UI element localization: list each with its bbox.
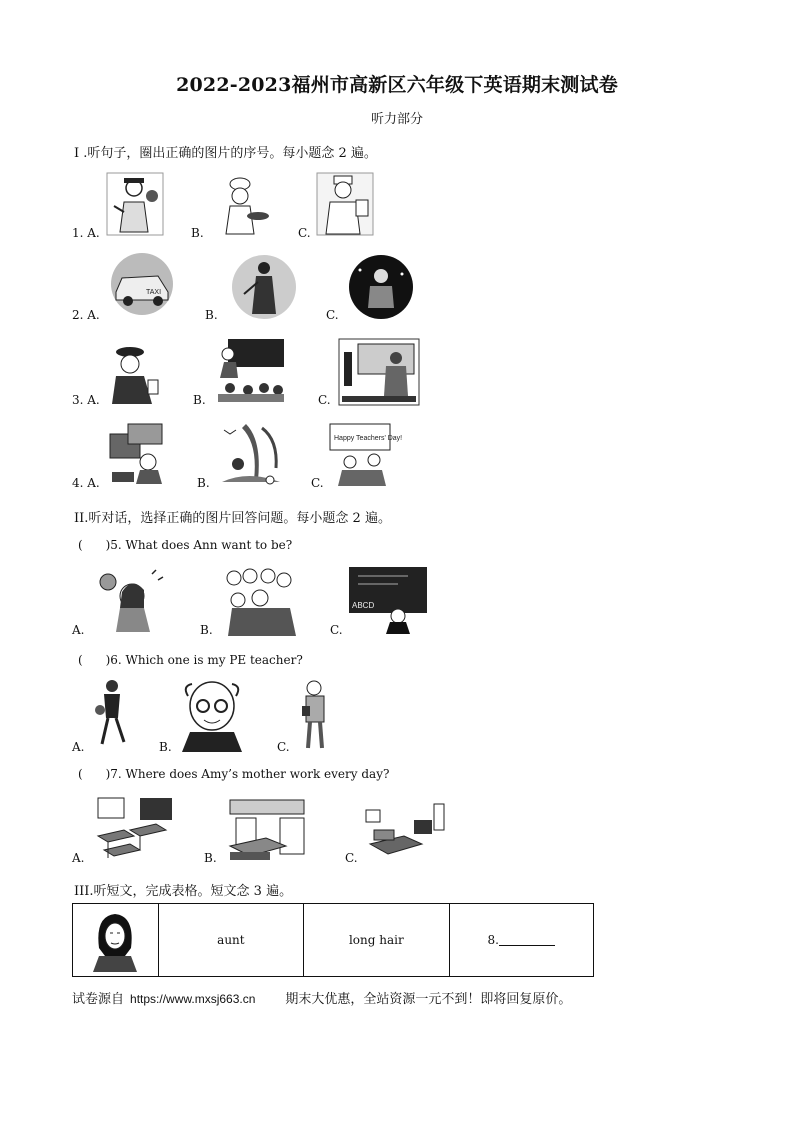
kitchen-image: [226, 796, 308, 862]
q4-label-c: C.: [311, 476, 324, 490]
section-subtitle: 听力部分: [370, 112, 423, 127]
cook-image: [216, 176, 270, 236]
info-table: [72, 903, 594, 977]
q6-text: ( )6. Which one is my PE teacher?: [78, 653, 303, 667]
computer-user-image: [106, 420, 170, 486]
repairman-image: [106, 172, 164, 236]
q5-label-c: C.: [330, 623, 343, 637]
woman-portrait-image: [89, 908, 141, 972]
q1-label-b: B.: [191, 226, 204, 240]
school-classroom-image: [94, 796, 176, 862]
band-image: [220, 566, 298, 636]
q5-text: ( )5. What does Ann want to be?: [78, 538, 293, 552]
q6-label-b: B.: [159, 740, 172, 754]
q7-label-c: C.: [345, 851, 358, 865]
q2-label-c: C.: [326, 308, 339, 322]
q6-label-c: C.: [277, 740, 290, 754]
teacher-board-image: [348, 566, 428, 634]
singer-image: [346, 254, 416, 320]
footer-source-label: 试卷源自: [72, 992, 125, 1007]
taxi-image: [108, 252, 176, 316]
q5-label-b: B.: [200, 623, 213, 637]
q5-label-a: A.: [72, 623, 85, 637]
q4-label-a: 4. A.: [72, 476, 100, 490]
living-room-image: [364, 800, 448, 862]
table-cell-relation: aunt: [159, 904, 304, 976]
part1-instruction: I .听句子，圈出正确的图片的序号。每小题念 2 遍。: [74, 146, 377, 161]
q3-label-a: 3. A.: [72, 393, 100, 407]
doctor-image: [316, 172, 374, 236]
q7-label-b: B.: [204, 851, 217, 865]
q2-label-a: 2. A.: [72, 308, 100, 322]
table-cell-blank: [450, 904, 593, 976]
office-image: [338, 338, 420, 406]
young-teacher-image: [298, 680, 334, 750]
page-title: 2022-2023福州市高新区六年级下英语期末测试卷: [176, 74, 618, 96]
footer: [72, 988, 571, 1007]
q4-label-b: B.: [197, 476, 210, 490]
teachers-day-image: [328, 420, 403, 488]
q2-label-b: B.: [205, 308, 218, 322]
blank-number: 8.: [487, 933, 499, 947]
answer-blank[interactable]: [499, 934, 555, 946]
classroom-image: [214, 338, 286, 404]
q7-label-a: A.: [72, 851, 85, 865]
q1-label-c: C.: [298, 226, 311, 240]
footer-promo: 期末大优惠，全站资源一元不到！即将回复原价。: [285, 992, 572, 1007]
old-teacher-image: [178, 676, 246, 752]
table-photo-cell: [73, 904, 159, 976]
q7-text: ( )7. Where does Amy’s mother work every day?: [78, 767, 390, 781]
policeman-image: [108, 342, 164, 406]
footer-url-link[interactable]: https://www.mxsj663.cn: [130, 992, 256, 1006]
singer-option-image: [96, 566, 168, 634]
q3-label-c: C.: [318, 393, 331, 407]
part2-instruction: II.听对话，选择正确的图片回答问题。每小题念 2 遍。: [74, 511, 391, 526]
park-image: [218, 420, 284, 488]
q1-label-a: 1. A.: [72, 226, 100, 240]
teachers-day-card-text: Happy Teachers' Day!: [334, 435, 403, 442]
table-cell-hair: long hair: [304, 904, 449, 976]
dancer-image: [230, 254, 298, 320]
q3-label-b: B.: [193, 393, 206, 407]
board-letters-text: ABCD: [352, 601, 375, 610]
q6-label-a: A.: [72, 740, 85, 754]
basketball-player-image: [92, 678, 132, 750]
taxi-sign-text: TAXI: [146, 289, 162, 296]
part3-instruction: III.听短文，完成表格。短文念 3 遍。: [74, 884, 293, 899]
